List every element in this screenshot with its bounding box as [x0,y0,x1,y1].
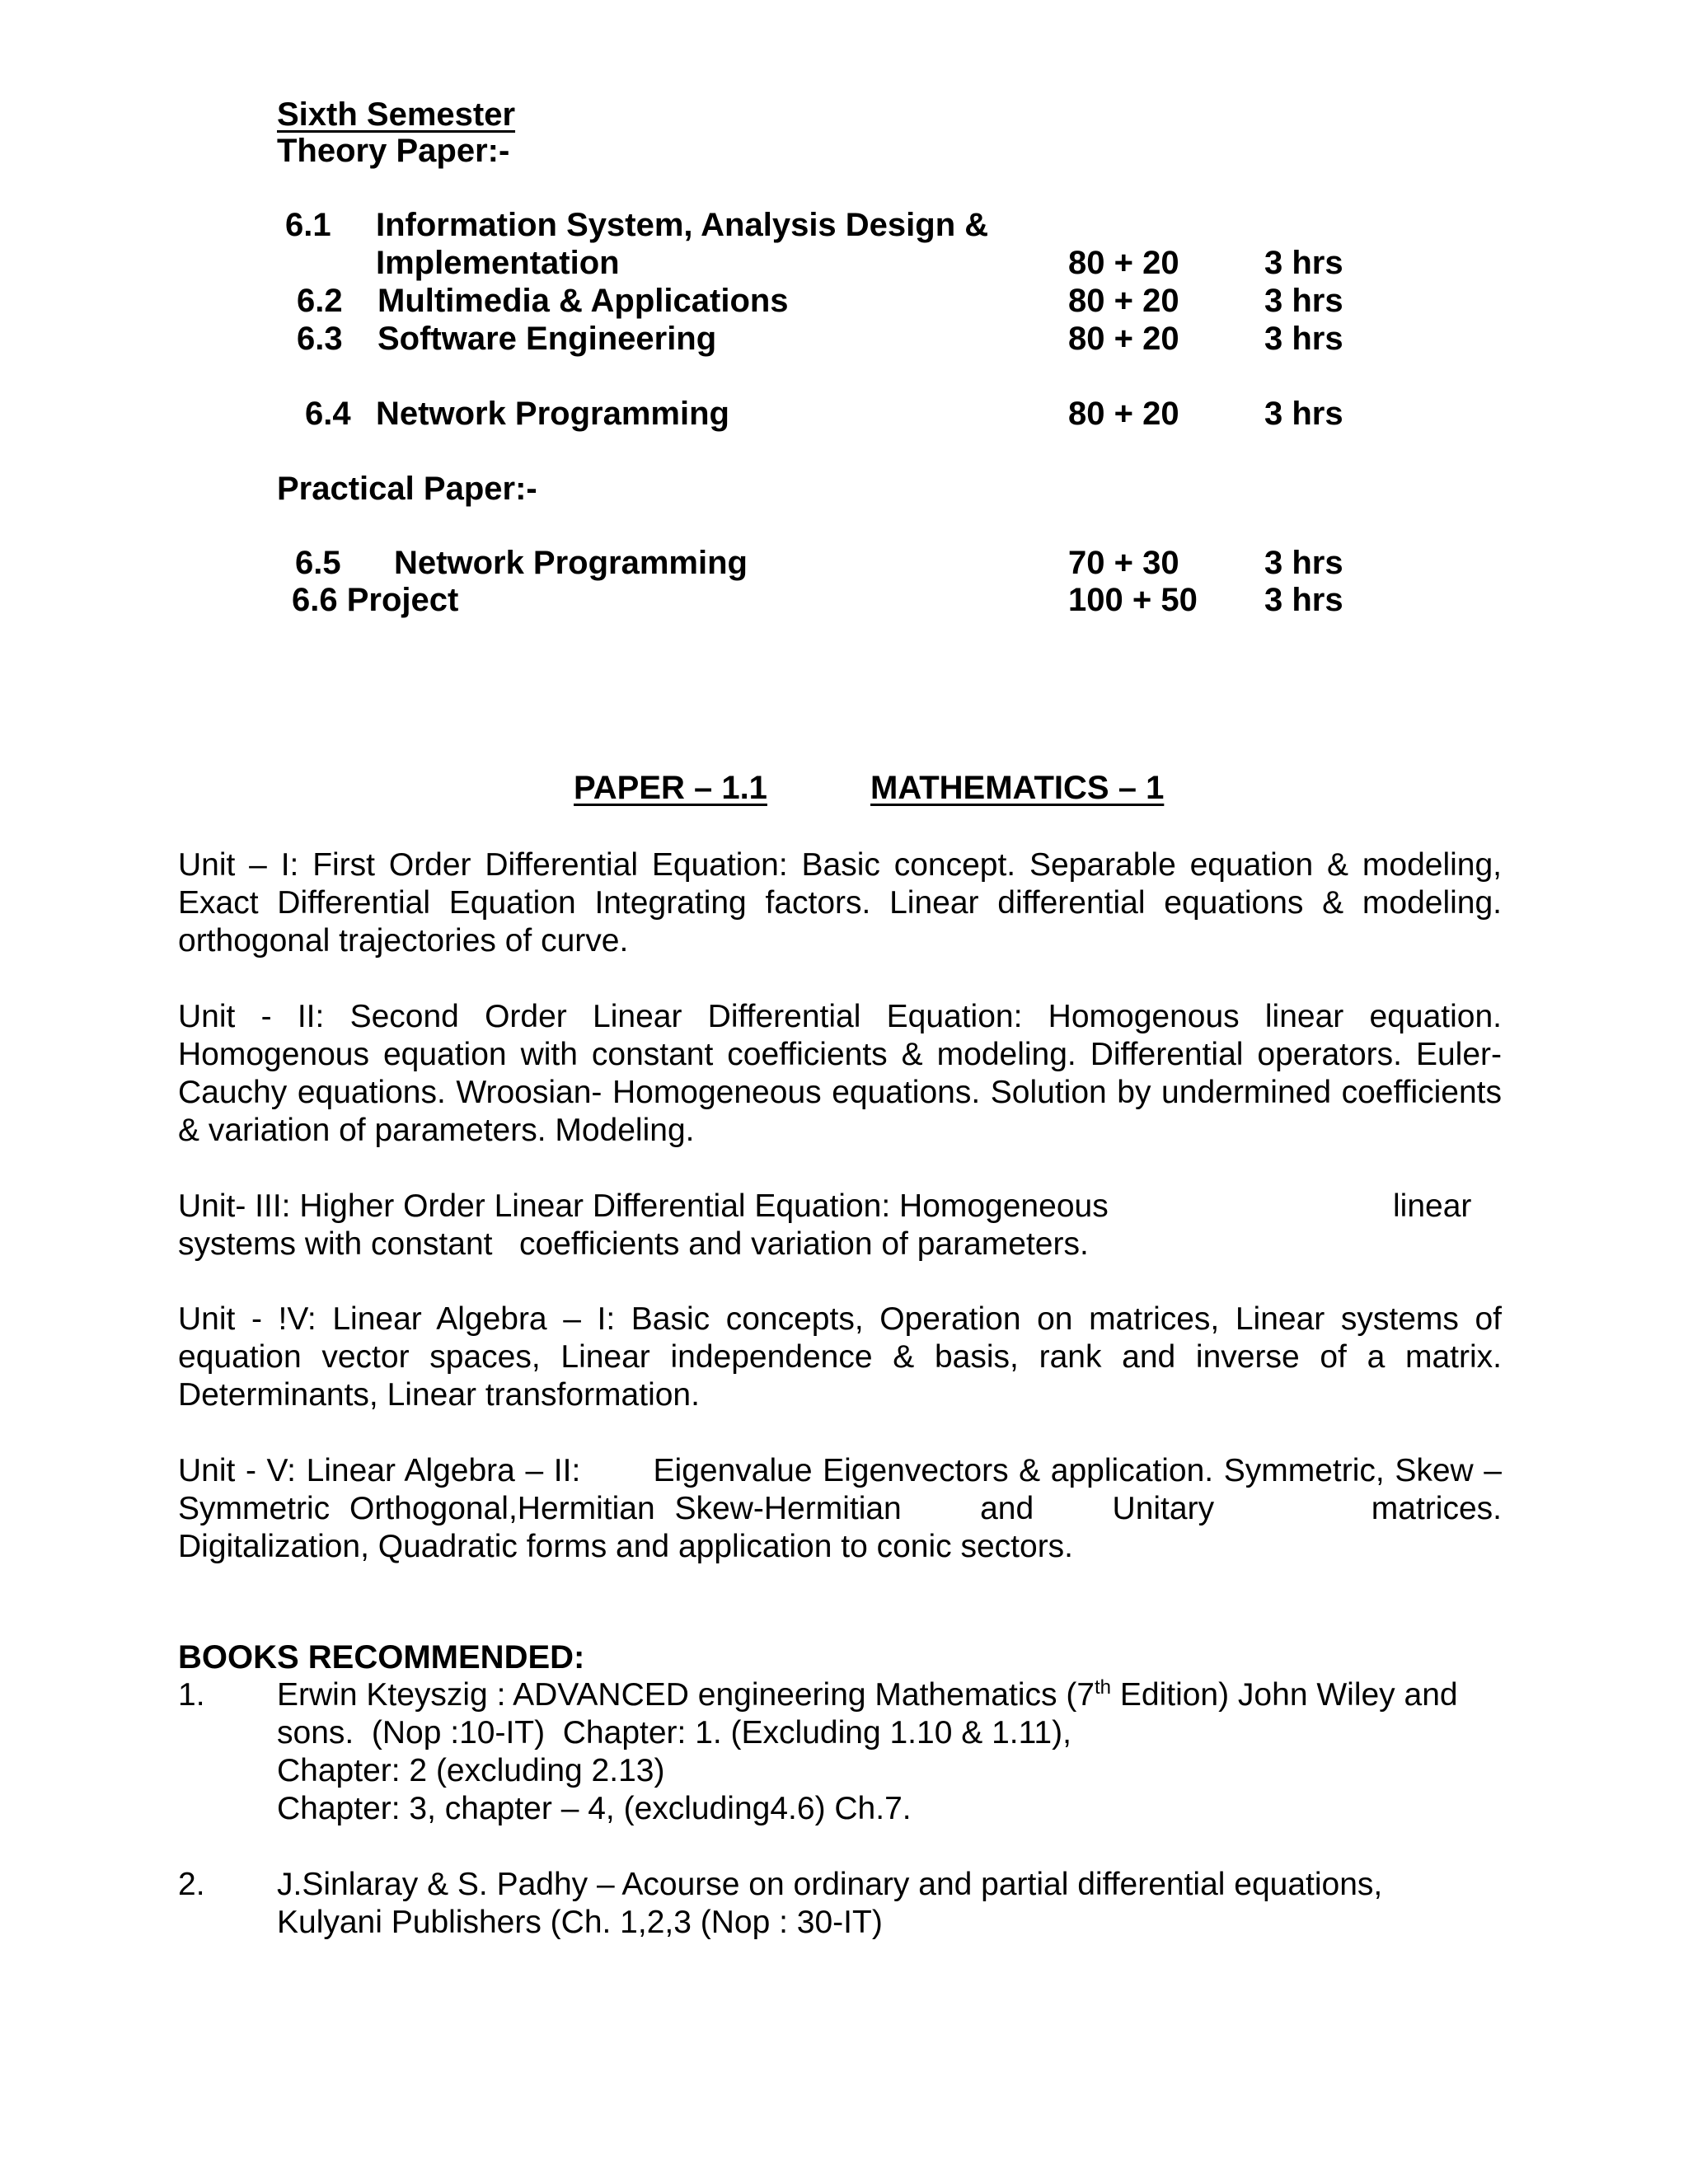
paper-duration: 3 hrs [1264,582,1343,618]
semester-title: Sixth Semester [277,96,516,133]
paper-title: Network Programming [394,545,748,581]
book-citation-line: sons. (Nop :10-IT) Chapter: 1. (Excluding 1.10 & 1.11), [277,1715,1071,1750]
book-citation-line: Kulyani Publishers (Ch. 1,2,3 (Nop : 30-IT) [277,1905,883,1940]
paper-title: Network Programming [376,396,729,432]
books-heading: BOOKS RECOMMENDED: [178,1639,585,1675]
paper-code: PAPER – 1.1 [574,770,767,806]
paper-number: 6.4 [305,396,351,432]
theory-heading: Theory Paper:- [277,133,510,169]
unit-2-description: Unit - II: Second Order Linear Differential Equation: Homogenous linear equation. Homogenous equation with constant coefficients & modeling. Differential operators. Euler-Cauchy equations. Wroosian- Homogeneous equations. Solution by undermined coefficients & variation of parameters. Modeling. [178,999,1502,1148]
book-citation-line: Chapter: 2 (excluding 2.13) [277,1753,665,1788]
paper-title-continued: Implementation [376,245,620,281]
book-citation-line: J.Sinlaray & S. Padhy – Acourse on ordinary and partial differential equations, [277,1867,1383,1902]
book-number: 2. [178,1867,205,1902]
unit-3-line: systems with constant coefficients and variation of parameters. [178,1226,1089,1262]
edition-superscript: th [1095,1676,1112,1699]
paper-title: 6.6 Project [292,582,459,618]
book-citation-line: Chapter: 3, chapter – 4, (excluding4.6) Ch.7. [277,1791,912,1826]
paper-duration: 3 hrs [1264,545,1343,581]
paper-marks: 80 + 20 [1068,283,1179,319]
book-citation-text: Edition) John Wiley and [1111,1677,1458,1713]
paper-subject: MATHEMATICS – 1 [870,770,1165,806]
paper-title: Information System, Analysis Design & [376,207,989,243]
book-citation-text: Erwin Kteyszig : ADVANCED engineering Mathematics (7 [277,1677,1095,1713]
paper-duration: 3 hrs [1264,321,1343,357]
book-citation-line [277,1676,1458,1714]
paper-duration: 3 hrs [1264,396,1343,432]
unit-4-description: Unit - !V: Linear Algebra – I: Basic concepts, Operation on matrices, Linear systems of equation vector spaces, Linear independence & basis, rank and inverse of a matrix. Determinants, Linear transformation. [178,1301,1502,1413]
paper-duration: 3 hrs [1264,245,1343,281]
paper-number: 6.3 [297,321,343,357]
paper-marks: 100 + 50 [1068,582,1198,618]
practical-heading: Practical Paper:- [277,471,537,507]
paper-marks: 80 + 20 [1068,321,1179,357]
paper-marks: 80 + 20 [1068,396,1179,432]
paper-number: 6.1 [285,207,331,243]
paper-title: Multimedia & Applications [377,283,789,319]
paper-marks: 70 + 30 [1068,545,1179,581]
paper-number: 6.5 [295,545,341,581]
unit-3-line-end: linear [1393,1188,1472,1224]
paper-title: Software Engineering [377,321,717,357]
paper-number: 6.2 [297,283,343,319]
paper-marks: 80 + 20 [1068,245,1179,281]
book-number: 1. [178,1677,205,1713]
unit-1-description: Unit – I: First Order Differential Equation: Basic concept. Separable equation & modeling, Exact Differential Equation Integrating factors. Linear differential equations & modeling. orthogonal trajectories of curve. [178,847,1502,958]
unit-5-description: Unit - V: Linear Algebra – II: Eigenvalue Eigenvectors & application. Symmetric, Skew –Symmetric Orthogonal,Hermitian Skew-Hermitian and Unitary matrices. Digitalization, Quadratic forms and application to conic sectors. [178,1453,1511,1564]
unit-3-line: Unit- III: Higher Order Linear Differential Equation: Homogeneous [178,1188,1109,1224]
paper-duration: 3 hrs [1264,283,1343,319]
